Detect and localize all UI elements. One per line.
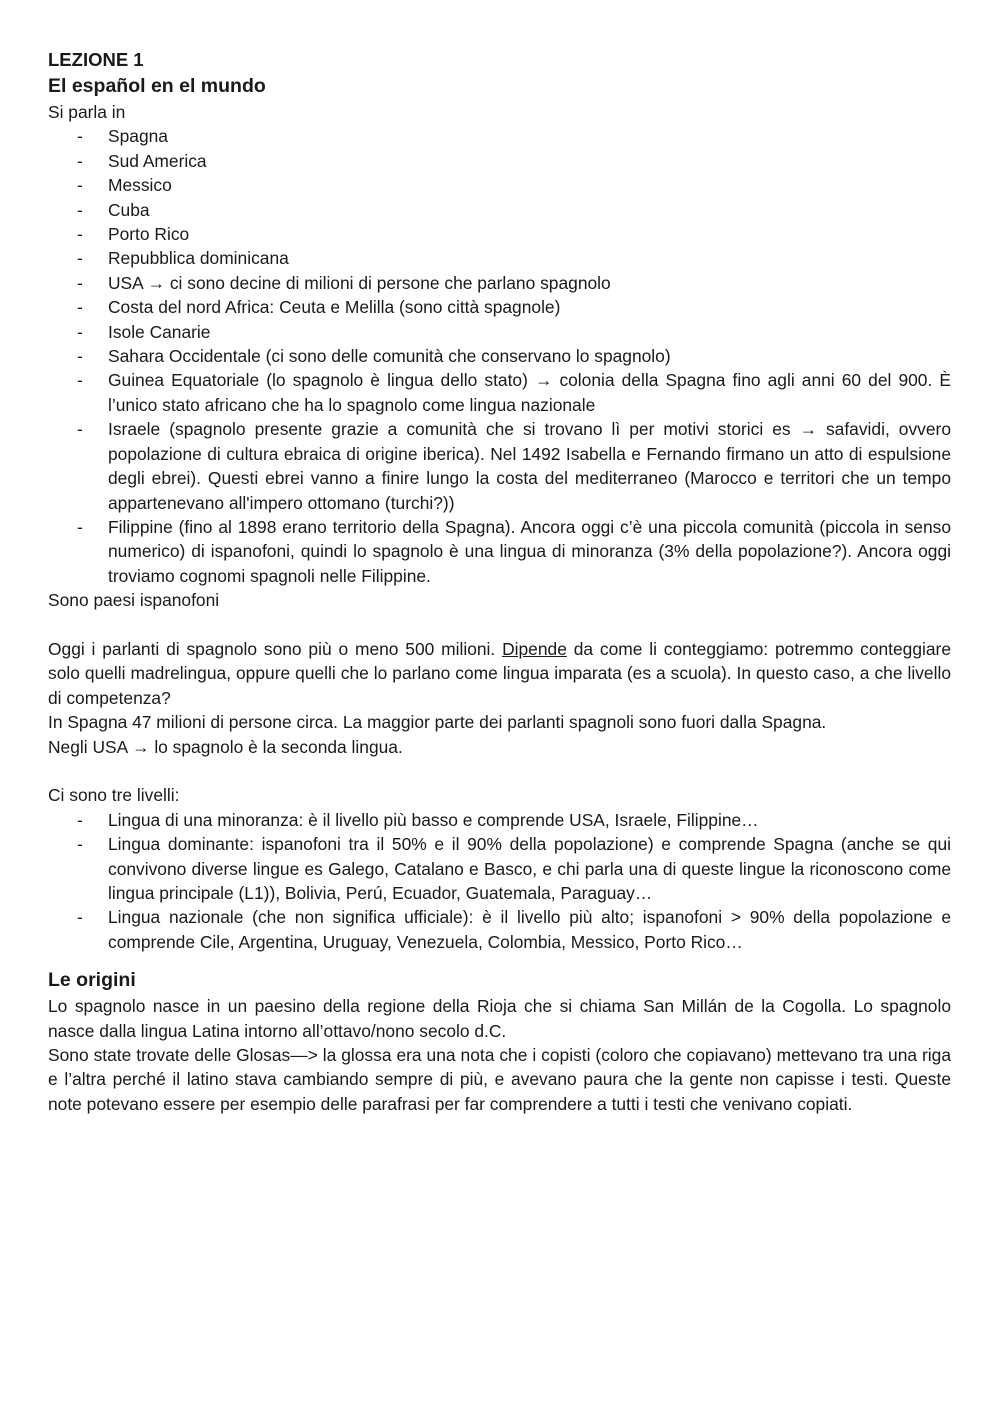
list-item: - USA → ci sono decine di milioni di persone che parlano spagnolo: [48, 271, 951, 295]
list-item: - Costa del nord Africa: Ceuta e Melilla (sono città spagnole): [48, 295, 951, 319]
origins-paragraph-2: Sono state trovate delle Glosas—> la glossa era una nota che i copisti (coloro che copiavano) mettevano tra una riga e l’altra perché il latino stava cambiando sempre di più, e avevano paura che la gente non capisse i testi. Queste note potevano essere per esempio delle parafrasi per far comprendere a tutti i testi che venivano copiati.: [48, 1045, 951, 1114]
lesson-title: El español en el mundo: [48, 75, 266, 97]
underlined-word: Dipende: [502, 638, 567, 659]
list-item: - Porto Rico: [48, 222, 951, 246]
list-item: - Filippine (fino al 1898 erano territorio della Spagna). Ancora oggi c’è una piccola comunità (piccola in senso numerico) di ispanofoni, quindi lo spagnolo è una lingua di minoranza (3% della popolazione?). Ancora oggi troviamo cognomi spagnoli nelle Filippine.: [48, 515, 951, 588]
spain-paragraph: In Spagna 47 milioni di persone circa. La maggior parte dei parlanti spagnoli sono fuori dalla Spagna.: [48, 712, 827, 733]
spacer: [48, 759, 951, 783]
list-item: - Lingua di una minoranza: è il livello più basso e comprende USA, Israele, Filippine…: [48, 808, 951, 832]
speakers-paragraph: [48, 637, 951, 710]
list-item: - Lingua dominante: ispanofoni tra il 50% e il 90% della popolazione) e comprende Spagna (anche se qui convivono diverse lingue es Galego, Catalano e Basco, e chi parla una di queste lingue la riconoscono come lingua principale (L1)), Bolivia, Perú, Ecuador, Guatemala, Paraguay…: [48, 832, 951, 905]
lesson-label: LEZIONE 1: [48, 49, 144, 70]
list-item: - Guinea Equatoriale (lo spagnolo è lingua dello stato) → colonia della Spagna fino agli anni 60 del 900. È l’unico stato africano che ha lo spagnolo come lingua nazionale: [48, 368, 951, 417]
list-item: - Cuba: [48, 198, 951, 222]
countries-list: [48, 124, 951, 588]
usa-paragraph: Negli USA → lo spagnolo è la seconda lingua.: [48, 736, 403, 757]
list-item: - Spagna: [48, 124, 951, 148]
section1-outro: Sono paesi ispanofoni: [48, 590, 220, 611]
list-item: - Sahara Occidentale (ci sono delle comunità che conservano lo spagnolo): [48, 344, 951, 368]
origins-paragraph-1: Lo spagnolo nasce in un paesino della regione della Rioja che si chiama San Millán de la Cogolla. Lo spagnolo nasce dalla lingua Latina intorno all’ottavo/nono secolo d.C.: [48, 996, 951, 1041]
section1-intro: Si parla in: [48, 102, 126, 122]
list-item: - Messico: [48, 173, 951, 197]
levels-list: [48, 808, 951, 954]
list-item: - Repubblica dominicana: [48, 246, 951, 270]
spacer: [48, 954, 951, 967]
list-item: - Sud America: [48, 149, 951, 173]
levels-intro: Ci sono tre livelli:: [48, 785, 180, 806]
list-item: - Israele (spagnolo presente grazie a comunità che si trovano lì per motivi storici es → safavidi, ovvero popolazione di cultura ebraica di origine iberica). Nel 1492 Isabella e Fernando firmano un atto di espulsione degli ebrei). Questi ebrei vanno a finire lungo la costa del mediterraneo (Marocco e territori che un tempo appartenevano all'impero ottomano (turchi?)): [48, 417, 951, 515]
speakers-text-end: da come li conteggiamo: potremmo conteggiare solo quelli madrelingua, oppure quelli che lo parlano come lingua imparata (es a scuola). In questo caso, a che livello di competenza?: [48, 638, 952, 708]
section-title-origins: Le origini: [48, 969, 136, 992]
list-item: - Lingua nazionale (che non significa ufficiale): è il livello più alto; ispanofoni > 90% della popolazione e comprende Cile, Argentina, Uruguay, Venezuela, Colombia, Messico, Porto Rico…: [48, 905, 951, 954]
speakers-text-start: Oggi i parlanti di spagnolo sono più o meno 500 milioni.: [48, 638, 503, 659]
list-item: - Isole Canarie: [48, 320, 951, 344]
spacer: [48, 613, 951, 637]
